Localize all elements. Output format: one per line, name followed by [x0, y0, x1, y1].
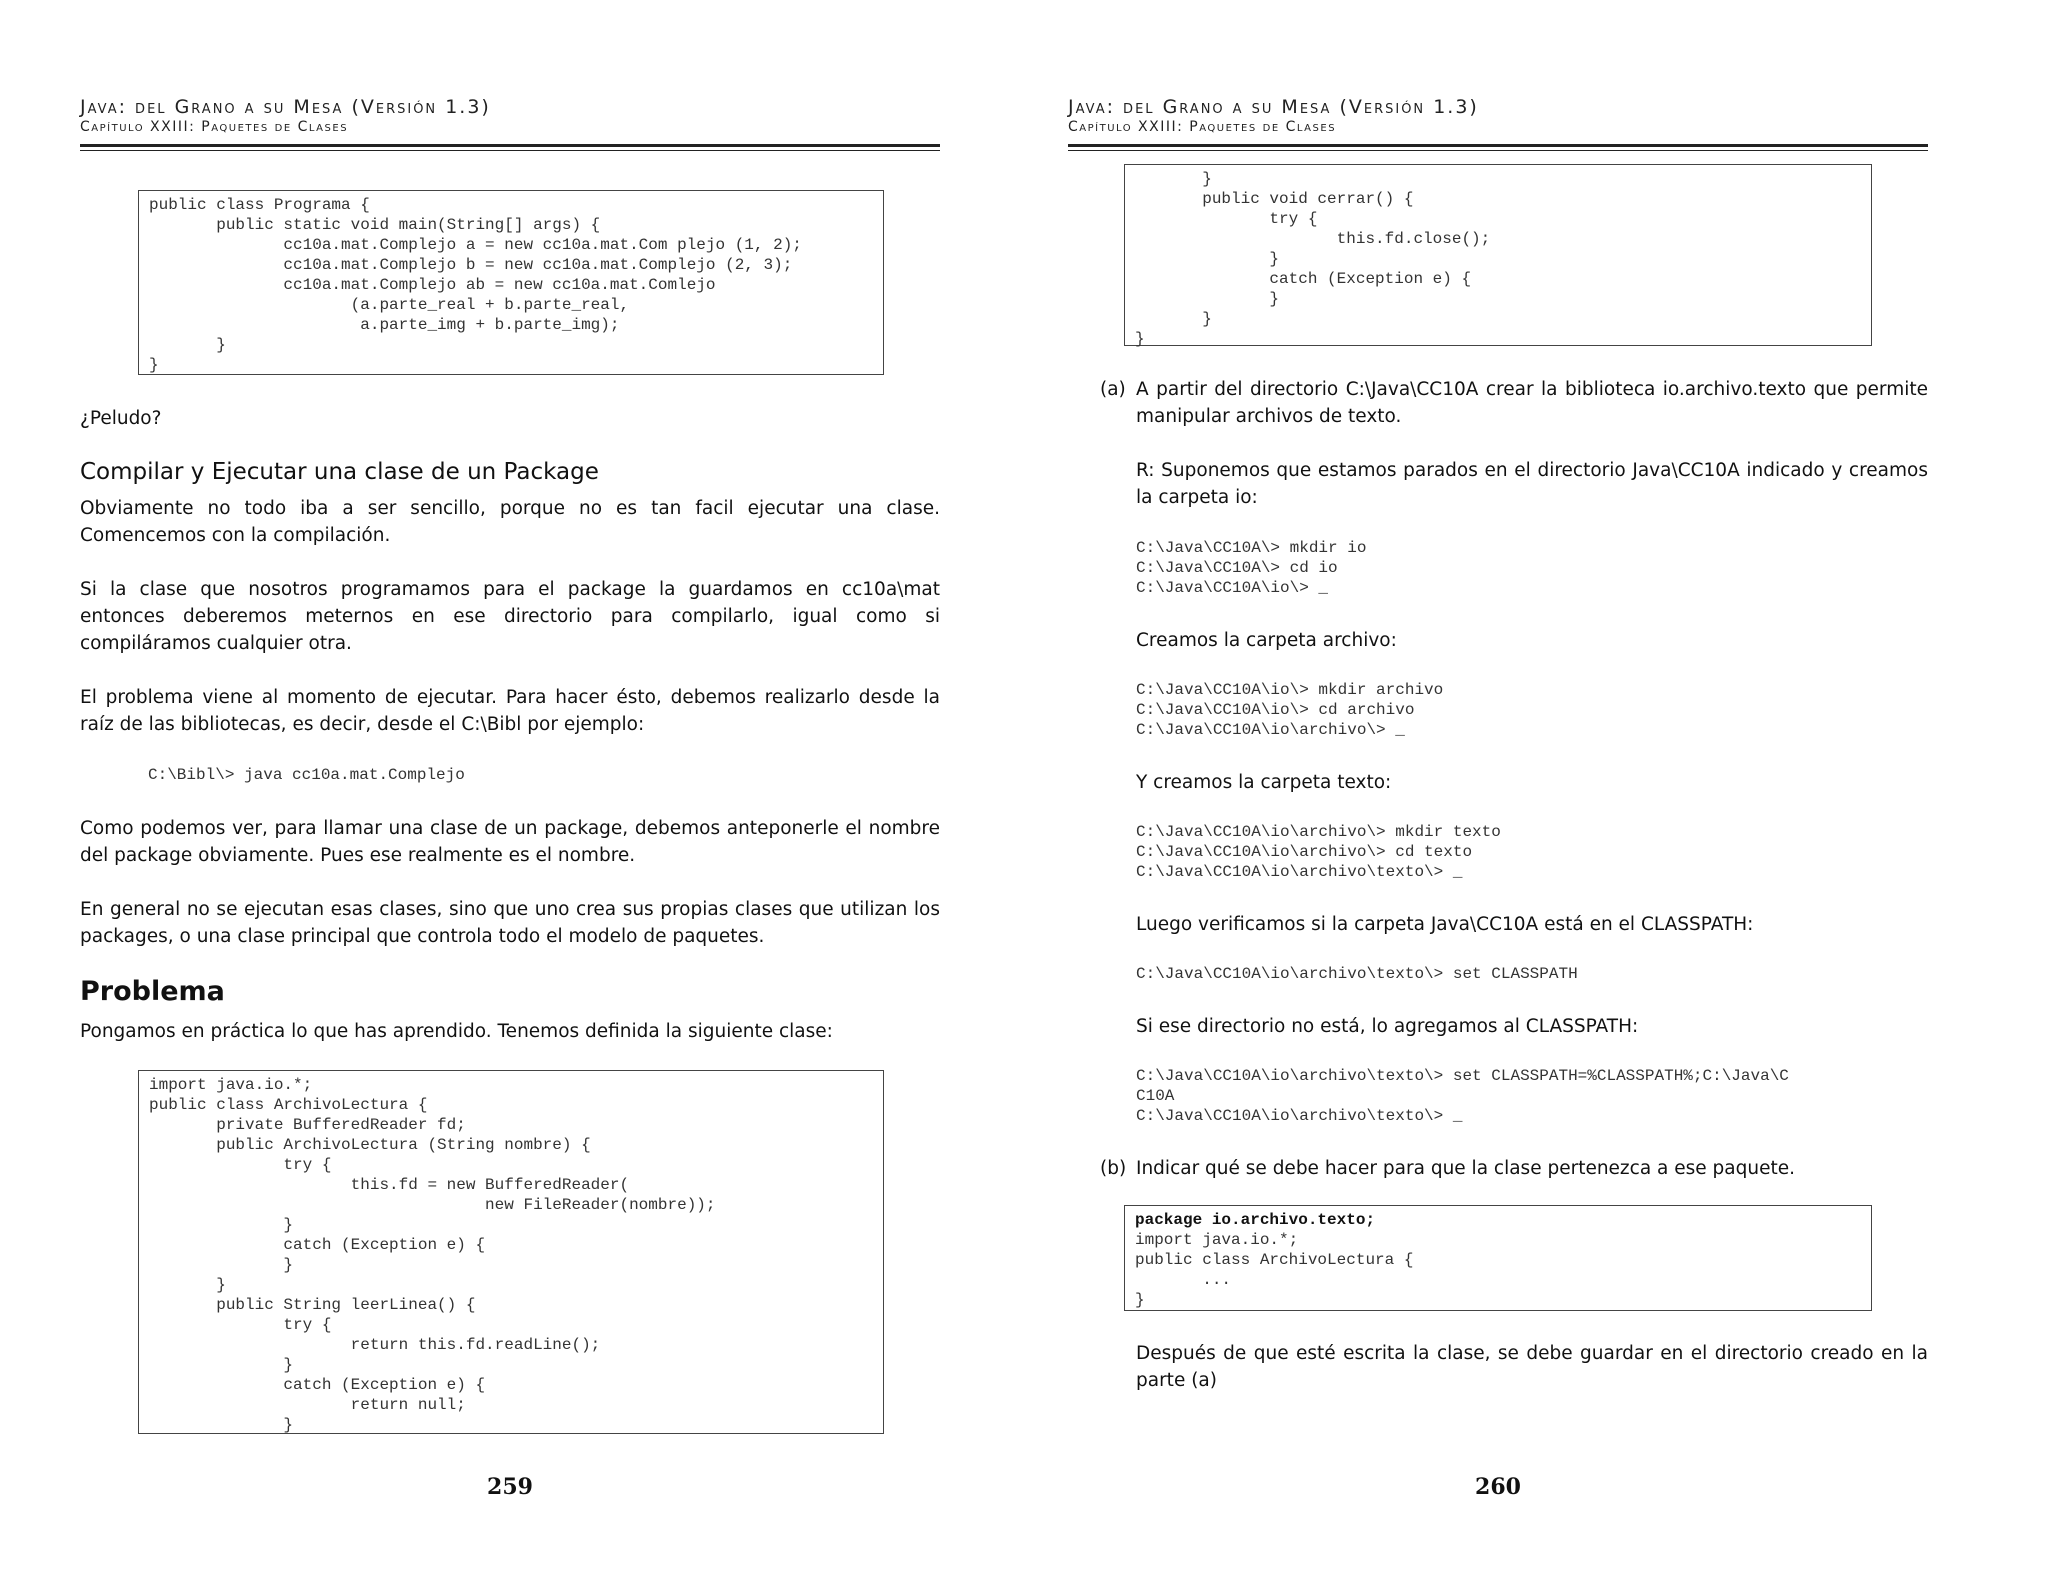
- package-declaration: package io.archivo.texto;: [1135, 1211, 1376, 1229]
- question-text: ¿Peludo?: [80, 408, 162, 429]
- section-heading: Compilar y Ejecutar una clase de un Package: [80, 459, 599, 485]
- code-text: } public void cerrar() { try { this.fd.close(); } catch (Exception e) { } } }: [1135, 170, 1491, 348]
- paragraph: Obviamente no todo iba a ser sencillo, porque no es tan facil ejecutar una clase. Comencemos con la compilación.: [80, 498, 940, 546]
- problem-heading: Problema: [80, 976, 225, 1007]
- command-block: C:\Java\CC10A\io\> mkdir archivo C:\Java\CC10A\io\> cd archivo C:\Java\CC10A\io\archivo\> _: [1136, 681, 1444, 739]
- step-text: Y creamos la carpeta texto:: [1136, 772, 1392, 793]
- code-block-cerrar: [1124, 164, 1872, 346]
- left-page: [80, 0, 940, 1582]
- code-text: import java.io.*; public class ArchivoLectura { private BufferedReader fd; public ArchivoLectura (String nombre) { try { this.fd = new BufferedReader( new FileReader(nombre)); } catch (Exception e) { } } public String leerLinea() { try { return this.fd.readLine(); } catch (Exception e) { return null; }: [149, 1076, 716, 1434]
- command-block: C:\Java\CC10A\io\archivo\> mkdir texto C:\Java\CC10A\io\archivo\> cd texto C:\Java\CC10A\io\archivo\texto\> _: [1136, 823, 1501, 881]
- step-text: Si ese directorio no está, lo agregamos al CLASSPATH:: [1136, 1016, 1639, 1037]
- running-header: [1068, 96, 1928, 151]
- code-block-archivolectura: [138, 1070, 884, 1434]
- running-header: [80, 96, 940, 151]
- header-title: Java: del Grano a su Mesa (Versión 1.3): [1068, 96, 1479, 118]
- command-line: C:\Bibl\> java cc10a.mat.Complejo: [148, 766, 465, 784]
- page-number: 260: [1475, 1474, 1521, 1500]
- header-rule: [1068, 144, 1928, 151]
- answer-text: R: Suponemos que estamos parados en el directorio Java\CC10A indicado y creamos la carpeta io:: [1136, 460, 1928, 508]
- paragraph: En general no se ejecutan esas clases, sino que uno crea sus propias clases que utilizan los packages, o una clase principal que controla todo el modelo de paquetes.: [80, 899, 940, 947]
- item-text: Indicar qué se debe hacer para que la clase pertenezca a ese paquete.: [1136, 1158, 1795, 1179]
- closing-text: Después de que esté escrita la clase, se debe guardar en el directorio creado en la parte (a): [1136, 1343, 1928, 1391]
- command-block: C:\Java\CC10A\> mkdir io C:\Java\CC10A\> cd io C:\Java\CC10A\io\> _: [1136, 539, 1367, 597]
- header-subtitle: Capítulo XXIII: Paquetes de Clases: [1068, 119, 1337, 135]
- paragraph: Si la clase que nosotros programamos para el package la guardamos en cc10a\mat entonces deberemos meternos en ese directorio para compilarlo, igual como si compiláramos cualquier otra.: [80, 579, 940, 654]
- header-rule: [80, 144, 940, 151]
- header-subtitle: Capítulo XXIII: Paquetes de Clases: [80, 119, 349, 135]
- step-text: Luego verificamos si la carpeta Java\CC10A está en el CLASSPATH:: [1136, 914, 1754, 935]
- command-block: C:\Java\CC10A\io\archivo\texto\> set CLASSPATH=%CLASSPATH%;C:\Java\C C10A C:\Java\CC10A\io\archivo\texto\> _: [1136, 1067, 1789, 1125]
- code-block-package: [1124, 1205, 1872, 1311]
- item-text: A partir del directorio C:\Java\CC10A crear la biblioteca io.archivo.texto que permite manipular archivos de texto.: [1136, 379, 1928, 427]
- command-line: C:\Java\CC10A\io\archivo\texto\> set CLASSPATH: [1136, 965, 1578, 983]
- code-text-rest: import java.io.*; public class ArchivoLectura { ... }: [1135, 1231, 1414, 1309]
- paragraph: El problema viene al momento de ejecutar. Para hacer ésto, debemos realizarlo desde la raíz de las bibliotecas, es decir, desde el C:\Bibl por ejemplo:: [80, 687, 940, 735]
- item-label: (b): [1100, 1158, 1127, 1179]
- paragraph: Como podemos ver, para llamar una clase de un package, debemos anteponerle el nombre del package obviamente. Pues ese realmente es el nombre.: [80, 818, 940, 866]
- step-text: Creamos la carpeta archivo:: [1136, 630, 1397, 651]
- paragraph: Pongamos en práctica lo que has aprendido. Tenemos definida la siguiente clase:: [80, 1021, 833, 1042]
- code-text: [1135, 1210, 1861, 1310]
- right-page: [1068, 0, 1928, 1582]
- item-label: (a): [1100, 379, 1126, 400]
- header-title: Java: del Grano a su Mesa (Versión 1.3): [80, 96, 491, 118]
- page-number: 259: [487, 1474, 533, 1500]
- code-text: public class Programa { public static void main(String[] args) { cc10a.mat.Complejo a = new cc10a.mat.Com plejo (1, 2); cc10a.mat.Complejo b = new cc10a.mat.Complejo (2, 3); cc10a.mat.Complejo ab = new cc10a.mat.Comlejo (a.parte_real + b.parte_real, a.parte_img + b.parte_img); } }: [149, 196, 802, 374]
- code-block-programa: [138, 190, 884, 375]
